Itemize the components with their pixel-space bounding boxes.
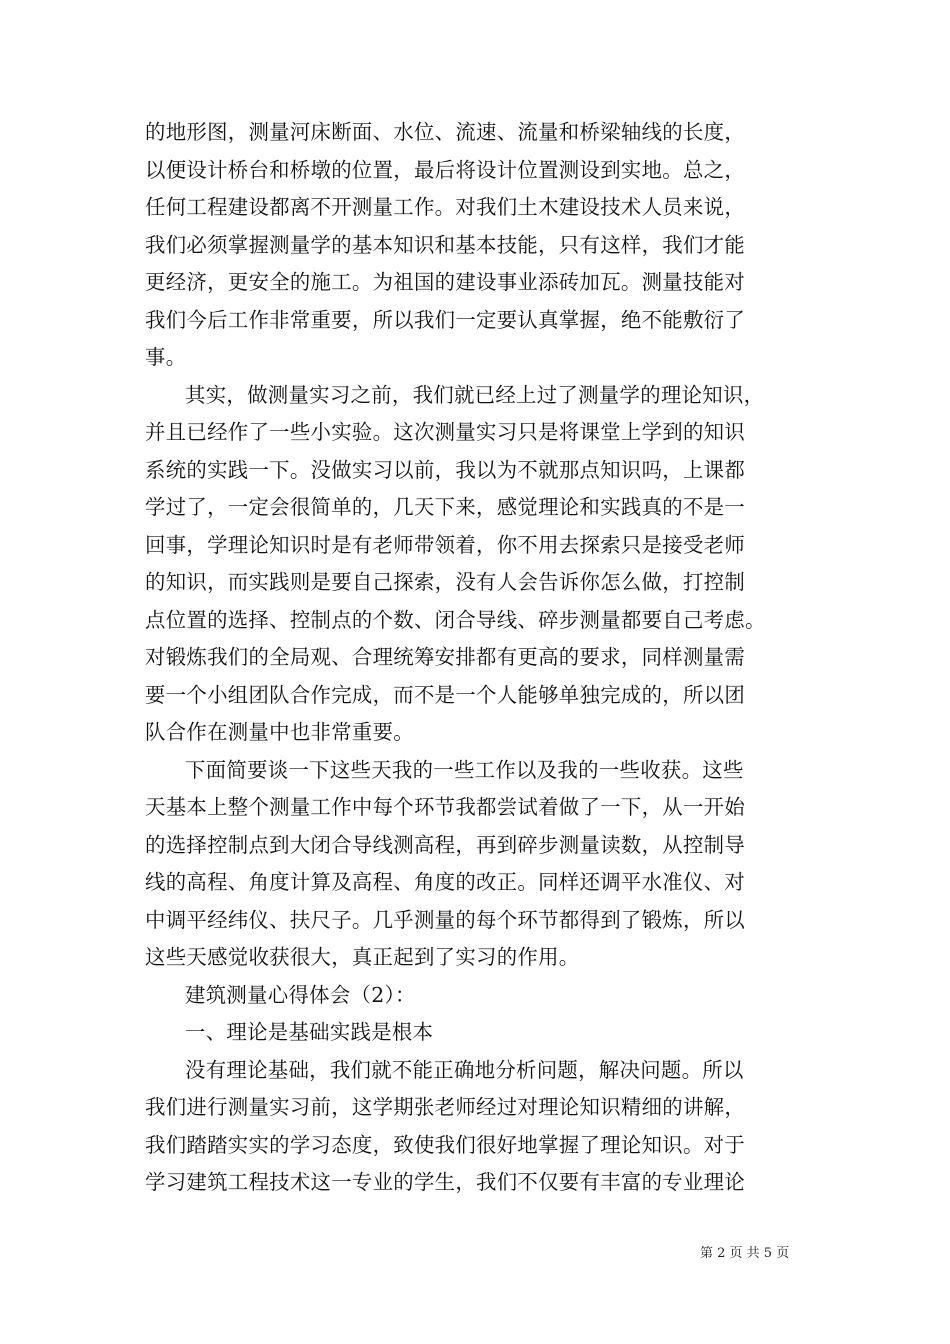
- text-line: 回事，学理论知识时是有老师带领着，你不用去探索只是接受老师: [145, 532, 746, 557]
- text-line: 我们踏踏实实的学习态度，致使我们很好地掌握了理论知识。对于: [145, 1132, 746, 1157]
- text-line: 的知识，而实践则是要自己探索，没有人会告诉你怎么做，打控制: [145, 570, 746, 594]
- paragraph: [145, 1014, 810, 1052]
- text-line: 任何工程建设都离不开测量工作。对我们土木建设技术人员来说，: [145, 195, 746, 219]
- paragraph: [145, 752, 810, 977]
- text-line: 我们今后工作非常重要，所以我们一定要认真掌握，绝不能敷衍了: [145, 307, 746, 332]
- text-line: 学过了，一定会很简单的，几天下来，感觉理论和实践真的不是一: [145, 495, 746, 519]
- text-line: 系统的实践一下。没做实习以前，我以为不就那点知识吗，上课都: [145, 457, 746, 482]
- page-footer: 第 2 页 共 5 页: [700, 1246, 790, 1261]
- text-line: 要一个小组团队合作完成，而不是一个人能够单独完成的，所以团: [145, 682, 746, 707]
- paragraph: [145, 377, 810, 752]
- text-line: 的选择控制点到大闭合导线测高程，再到碎步测量读数，从控制导: [145, 832, 746, 857]
- text-line: 点位置的选择、控制点的个数、闭合导线、碎步测量都要自己考虑。: [145, 607, 766, 632]
- text-line: 这些天感觉收获很大，真正起到了实习的作用。: [145, 945, 580, 969]
- text-line: 我们进行测量实习前，这学期张老师经过对理论知识精细的讲解，: [145, 1095, 746, 1119]
- body-text: [145, 114, 810, 1202]
- text-line: 并且已经作了一些小实验。这次测量实习只是将课堂上学到的知识: [145, 420, 746, 444]
- text-line: 天基本上整个测量工作中每个环节我都尝试着做了一下，从一开始: [145, 795, 746, 819]
- text-line: 队合作在测量中也非常重要。: [145, 720, 414, 744]
- text-line: 建筑测量心得体会（2）：: [185, 982, 416, 1007]
- text-line: 的地形图，测量河床断面、水位、流速、流量和桥梁轴线的长度，: [145, 120, 746, 144]
- text-line: 对锻炼我们的全局观、合理统筹安排都有更高的要求，同样测量需: [145, 645, 746, 669]
- text-line: 更经济，更安全的施工。为祖国的建设事业添砖加瓦。测量技能对: [145, 270, 746, 294]
- paragraph: [145, 114, 810, 377]
- text-line: 以便设计桥台和桥墩的位置，最后将设计位置测设到实地。总之，: [145, 157, 746, 182]
- text-line: 线的高程、角度计算及高程、角度的改正。同样还调平水准仪、对: [145, 870, 746, 894]
- text-line: 中调平经纬仪、扶尺子。几乎测量的每个环节都得到了锻炼，所以: [145, 907, 746, 932]
- text-line: 没有理论基础，我们就不能正确地分析问题，解决问题。所以: [185, 1057, 744, 1082]
- text-line: 下面简要谈一下这些天我的一些工作以及我的一些收获。这些: [185, 757, 744, 782]
- text-line: 我们必须掌握测量学的基本知识和基本技能，只有这样，我们才能: [145, 232, 746, 257]
- paragraph: [145, 977, 810, 1015]
- text-line: 学习建筑工程技术这一专业的学生，我们不仅要有丰富的专业理论: [145, 1170, 746, 1194]
- text-line: 其实，做测量实习之前，我们就已经上过了测量学的理论知识，: [185, 382, 765, 407]
- paragraph: [145, 1052, 810, 1202]
- text-line: 事。: [145, 345, 187, 369]
- text-line: 一、理论是基础实践是根本: [185, 1020, 434, 1044]
